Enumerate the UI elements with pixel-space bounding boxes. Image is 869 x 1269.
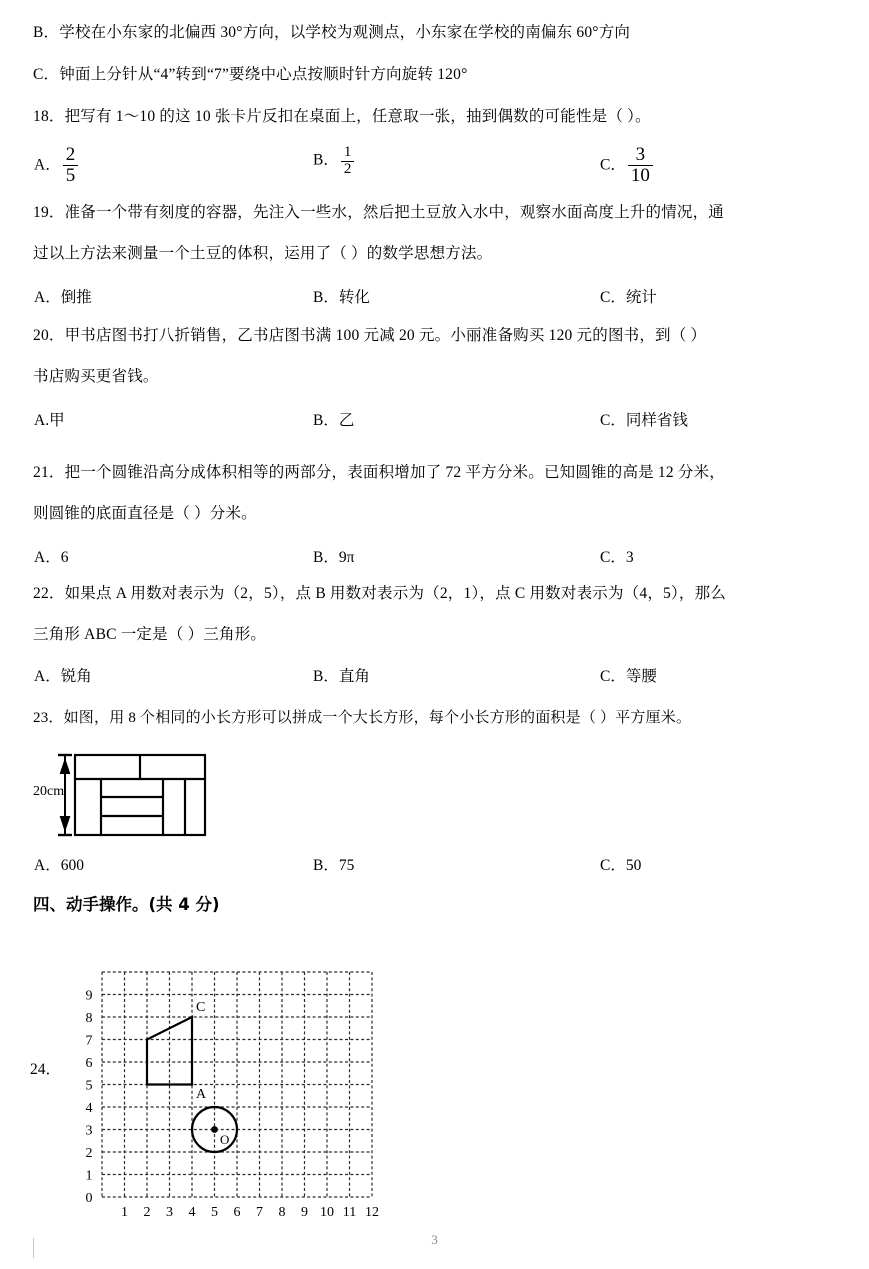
svg-text:8: 8 (85, 1011, 93, 1026)
svg-text:1: 1 (121, 1205, 128, 1220)
question-18-options (0, 144, 869, 186)
question-23-option-a[interactable]: A．600 (34, 857, 84, 874)
question-19-option-a[interactable]: A．倒推 (34, 289, 92, 306)
label-point-a: A (196, 1087, 207, 1102)
question-20-text-1: 甲书店图书打八折销售，乙书店图书满 100 元减 20 元。小丽准备购买 120 元的图书，到（ ） (64, 327, 707, 344)
question-21-option-a[interactable]: A．6 (34, 549, 69, 566)
fraction-1-2: $\frac{1}{2}$ (341, 145, 355, 178)
question-19-stem-line2: 过以上方法来测量一个土豆的体积，运用了（ ）的数学思想方法。 (33, 245, 493, 262)
x-axis-tick-labels (121, 1205, 379, 1220)
page-number: 3 (431, 1232, 438, 1247)
question-21-text-1: 把一个圆锥沿高分成体积相等的两部分，表面积增加了 72 平方分米。已知圆锥的高是 12 分米， (64, 464, 726, 481)
svg-text:1: 1 (85, 1168, 93, 1184)
question-24-figure (60, 935, 390, 1230)
y-axis-tick-labels (86, 989, 93, 1207)
question-18-text: 把写有 1～10 的这 10 张卡片反扣在桌面上，任意取一张，抽到偶数的可能性是（ ）。 (64, 108, 651, 125)
svg-text:12: 12 (365, 1205, 379, 1220)
question-21-option-c[interactable]: C．3 (600, 549, 634, 566)
option-c-label: C． (600, 156, 626, 174)
question-19-number: 19． (33, 204, 65, 221)
question-19-option-b[interactable]: B．转化 (313, 289, 370, 306)
question-23-option-b[interactable]: B．75 (313, 857, 355, 874)
figure-dimension-label: 20cm (33, 784, 65, 799)
question-18-option-c[interactable] (600, 145, 655, 186)
question-19-text-1: 准备一个带有刻度的容器，先注入一些水，然后把土豆放入水中，观察水面高度上升的情况，通 (64, 204, 725, 221)
grid-lines (102, 972, 372, 1197)
question-22-stem-line2: 三角形 ABC 一定是（ ）三角形。 (33, 626, 267, 643)
question-23-stem (33, 707, 845, 729)
question-17-option-c: C．钟面上分针从“4”转到“7”要绕中心点按顺时针方向旋转 120° (33, 66, 468, 83)
question-19-options (0, 285, 869, 309)
svg-text:9: 9 (301, 1205, 308, 1220)
question-22-options (0, 664, 869, 688)
question-22-option-b[interactable]: B．直角 (313, 668, 370, 685)
question-18-option-b[interactable] (313, 145, 356, 178)
question-21-stem-line2: 则圆锥的底面直径是（ ）分米。 (33, 505, 257, 522)
question-20-stem-line1 (33, 325, 845, 347)
question-21-stem-line1 (33, 462, 845, 484)
quadrilateral-shape (147, 1017, 192, 1085)
question-21-option-b[interactable]: B．9π (313, 549, 355, 566)
question-20-option-c[interactable]: C．同样省钱 (600, 412, 688, 429)
question-22-text-1: 如果点 A 用数对表示为（2，5），点 B 用数对表示为（2，1），点 C 用数对表示为（4，5），那么 (64, 585, 727, 602)
svg-text:4: 4 (188, 1205, 196, 1220)
svg-text:9: 9 (85, 988, 93, 1004)
svg-text:10: 10 (320, 1205, 334, 1220)
svg-text:7: 7 (85, 1033, 93, 1049)
svg-text:2: 2 (85, 1146, 93, 1161)
question-24-number: 24． (30, 1061, 62, 1078)
question-22-option-c[interactable]: C．等腰 (600, 668, 657, 685)
coordinate-grid-diagram (60, 935, 390, 1230)
fraction-3-10: $\frac{3}{10}$ (628, 145, 653, 186)
question-19-option-c[interactable]: C．统计 (600, 289, 657, 306)
question-22-stem-line1 (33, 583, 845, 605)
label-point-c: C (196, 1000, 206, 1015)
option-b-label: B． (313, 151, 339, 169)
question-20-options (0, 408, 869, 432)
question-20-number: 20． (33, 327, 65, 344)
question-18-number: 18． (33, 108, 65, 125)
svg-text:0: 0 (85, 1191, 93, 1206)
question-22-option-a[interactable]: A．锐角 (34, 668, 92, 685)
question-23-text: 如图，用 8 个相同的小长方形可以拼成一个大长方形，每个小长方形的面积是（ ）平方厘米。 (63, 710, 692, 726)
circle-center-point (211, 1126, 218, 1133)
svg-text:6: 6 (233, 1205, 241, 1220)
question-19-stem-line1 (33, 202, 845, 224)
svg-text:5: 5 (85, 1078, 93, 1094)
svg-text:4: 4 (85, 1101, 93, 1116)
question-20-option-b[interactable]: B．乙 (313, 412, 355, 429)
fraction-2-5: $\frac{2}{5}$ (63, 145, 79, 186)
question-21-options (0, 545, 869, 569)
question-21-number: 21． (33, 464, 65, 481)
svg-text:7: 7 (256, 1205, 263, 1220)
svg-text:2: 2 (143, 1205, 151, 1220)
svg-text:8: 8 (278, 1205, 286, 1220)
question-17-option-b: B．学校在小东家的北偏西 30°方向，以学校为观测点，小东家在学校的南偏东 60°方向 (33, 24, 631, 41)
svg-text:3: 3 (166, 1205, 173, 1220)
question-18-stem (33, 106, 845, 128)
question-20-stem-line2: 书店购买更省钱。 (33, 368, 159, 385)
svg-text:5: 5 (211, 1205, 218, 1220)
question-23-options (0, 853, 869, 877)
svg-text:6: 6 (85, 1056, 93, 1071)
question-20-option-a[interactable]: A.甲 (34, 412, 65, 429)
question-22-number: 22． (33, 585, 65, 602)
question-23-figure (33, 752, 218, 842)
section-heading: 四、动手操作。(共 4 分) (33, 895, 220, 914)
question-23-option-c[interactable]: C．50 (600, 857, 642, 874)
svg-text:11: 11 (342, 1205, 357, 1220)
question-18-option-a[interactable] (34, 145, 80, 186)
question-23-number: 23． (33, 710, 64, 726)
svg-text:3: 3 (85, 1123, 93, 1139)
option-a-label: A． (34, 156, 61, 174)
label-point-o: O (220, 1132, 230, 1147)
